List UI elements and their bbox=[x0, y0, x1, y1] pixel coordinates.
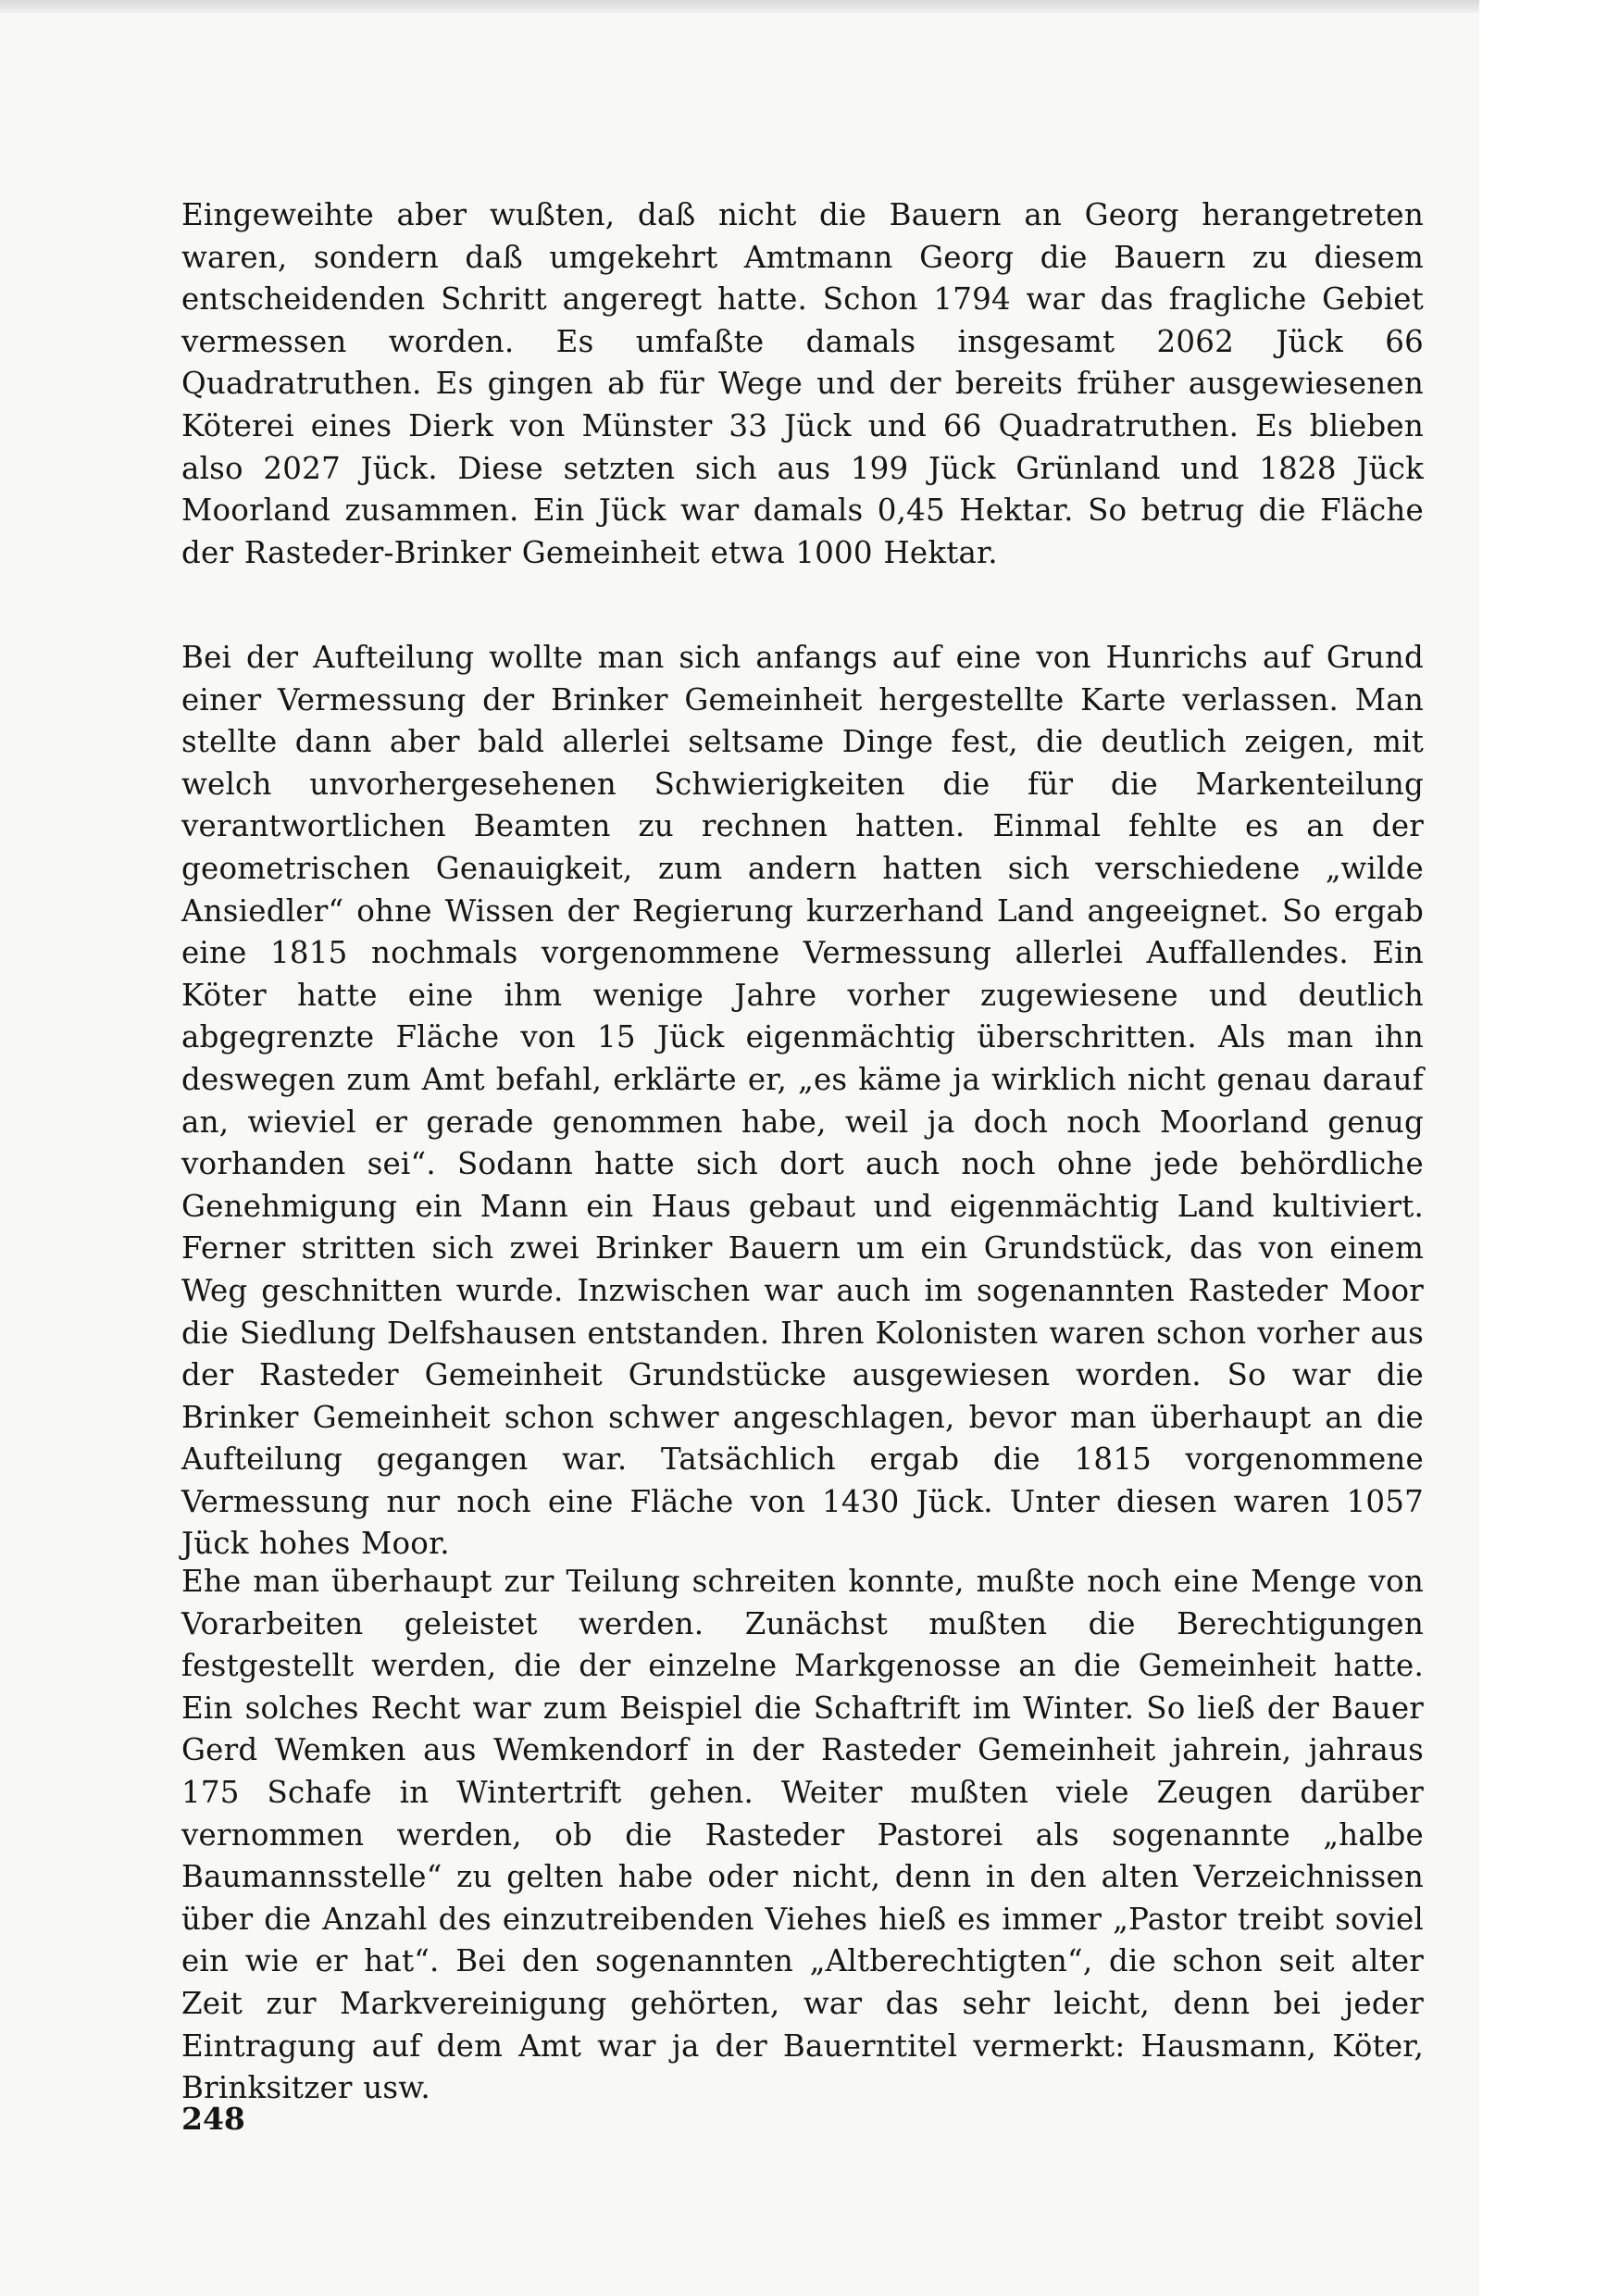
page-number: 248 bbox=[181, 2101, 245, 2137]
body-paragraph-2: Bei der Aufteilung wollte man sich anfangs auf eine von Hunrichs auf Grund einer Vermessung der Brinker Gemeinheit hergestellte Karte verlassen. Man stellte dann aber bald allerlei seltsame Dinge fest, die deutlich zeigen, mit welch unvorhergesehenen Schwierigkeiten die für die Markenteilung verantwortlichen Beamten zu rechnen hatten. Einmal fehlte es an der geometrischen Genauigkeit, zum andern hatten sich verschiedene „wilde Ansiedler“ ohne Wissen der Regierung kurzerhand Land angeeignet. So ergab eine 1815 nochmals vorgenommene Vermessung allerlei Auffallendes. Ein Köter hatte eine ihm wenige Jahre vorher zugewiesene und deutlich abgegrenzte Fläche von 15 Jück eigenmächtig überschritten. Als man ihn deswegen zum Amt befahl, erklärte er, „es käme ja wirklich nicht genau darauf an, wieviel er gerade genommen habe, weil ja doch noch Moorland genug vorhanden sei“. Sodann hatte sich dort auch noch ohne jede behördliche Genehmigung ein Mann ein Haus gebaut und eigenmächtig Land kultiviert. Ferner stritten sich zwei Brinker Bauern um ein Grundstück, das von einem Weg geschnitten wurde. Inzwischen war auch im sogenannten Rasteder Moor die Siedlung Delfshausen entstanden. Ihren Kolonisten waren schon vorher aus der Rasteder Gemeinheit Grundstücke ausgewiesen worden. So war die Brinker Gemeinheit schon schwer angeschlagen, bevor man überhaupt an die Aufteilung gegangen war. Tatsächlich ergab die 1815 vorgenommene Vermessung nur noch eine Fläche von 1430 Jück. Unter diesen waren 1057 Jück hohes Moor. bbox=[181, 640, 1424, 1562]
body-paragraph-1: Eingeweihte aber wußten, daß nicht die Bauern an Georg herangetreten waren, sondern daß umgekehrt Amtmann Georg die Bauern zu diesem entscheidenden Schritt angeregt hatte. Schon 1794 war das fragliche Gebiet vermessen worden. Es umfaßte damals insgesamt 2062 Jück 66 Quadratruthen. Es gingen ab für Wege und der bereits früher ausgewiesenen Köterei eines Dierk von Münster 33 Jück und 66 Quadratruthen. Es blieben also 2027 Jück. Diese setzten sich aus 199 Jück Grünland und 1828 Jück Moorland zusammen. Ein Jück war damals 0,45 Hektar. So betrug die Fläche der Rasteder-Brinker Gemeinheit etwa 1000 Hektar. bbox=[181, 197, 1424, 570]
page-margin bbox=[1479, 0, 1607, 2296]
scan-top-edge bbox=[0, 0, 1479, 13]
body-paragraph-3: Ehe man überhaupt zur Teilung schreiten konnte, mußte noch eine Menge von Vorarbeiten geleistet werden. Zunächst mußten die Berechtigungen festgestellt werden, die der einzelne Markgenosse an die Gemeinheit hatte. Ein solches Recht war zum Beispiel die Schaftrift im Winter. So ließ der Bauer Gerd Wemken aus Wemkendorf in der Rasteder Gemeinheit jahrein, jahraus 175 Schafe in Wintertrift gehen. Weiter mußten viele Zeugen darüber vernommen werden, ob die Rasteder Pastorei als sogenannte „halbe Baumannsstelle“ zu gelten habe oder nicht, denn in den alten Verzeichnissen über die Anzahl des einzutreibenden Viehes hieß es immer „Pastor treibt soviel ein wie er hat“. Bei den sogenannten „Altberechtigten“, die schon seit alter Zeit zur Markvereinigung gehörten, war das sehr leicht, denn bei jeder Eintragung auf dem Amt war ja der Bauerntitel vermerkt: Hausmann, Köter, Brinksitzer usw. bbox=[181, 1564, 1424, 2106]
